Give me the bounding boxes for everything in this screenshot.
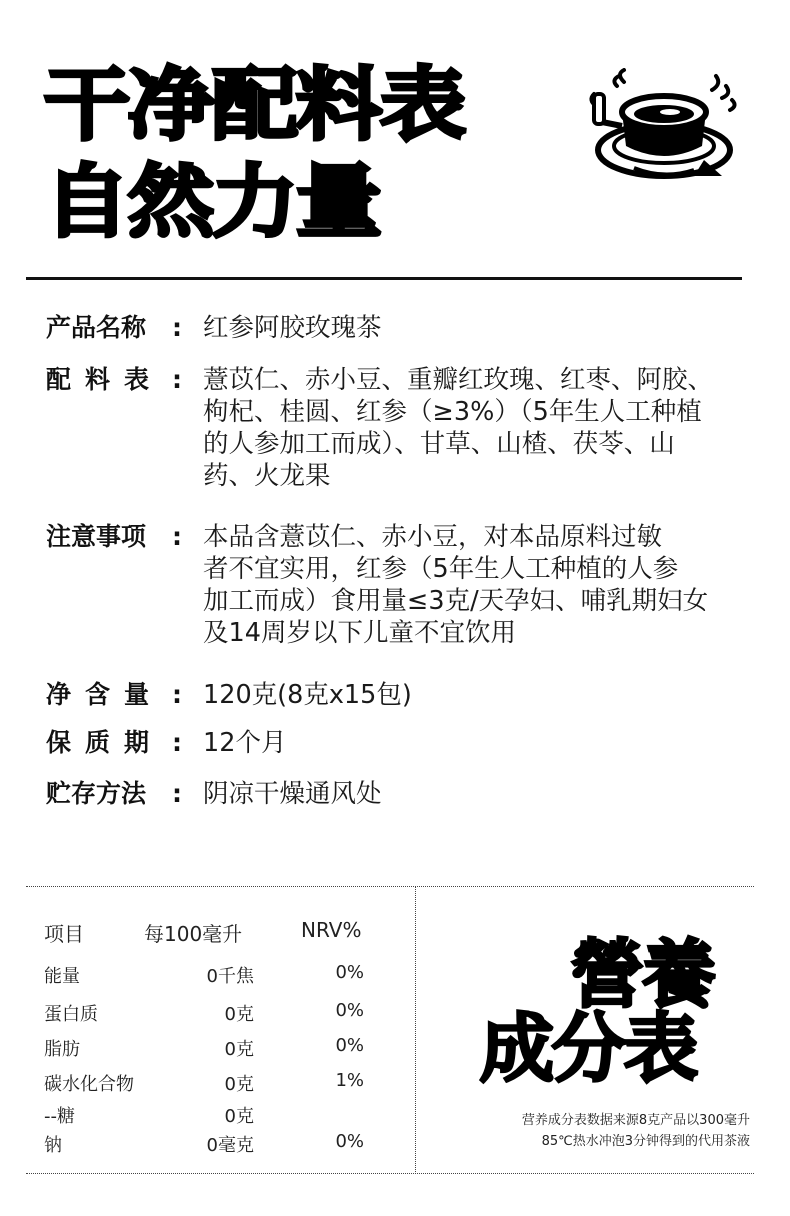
info-value xyxy=(203,521,743,649)
info-value-line: 薏苡仁、赤小豆、重瓣红玫瑰、红枣、阿胶、 xyxy=(203,365,714,395)
info-value-line: 加工而成）食用量≤3克/天孕妇、哺乳期妇女 xyxy=(203,586,709,616)
info-label: 保质期 xyxy=(46,728,164,757)
nutrient-amount: 0毫克 xyxy=(206,1135,254,1156)
nutrition-note-line-2: 85℃热水冲泡3分钟得到的代用茶液 xyxy=(541,1134,750,1149)
nutrient-name: 碳水化合物 xyxy=(44,1074,134,1095)
nutrient-nrv: 0% xyxy=(335,1131,364,1152)
nutrient-name: 蛋白质 xyxy=(44,1004,98,1025)
info-value-line: 阴凉干燥通风处 xyxy=(203,779,382,809)
info-value-line: 本品含薏苡仁、赤小豆，对本品原料过敏 xyxy=(203,522,663,552)
colon: : xyxy=(172,779,182,808)
nutrient-amount: 0克 xyxy=(224,1074,254,1095)
info-value-line: 红参阿胶玫瑰茶 xyxy=(203,313,382,343)
nutrition-header-row xyxy=(44,918,384,946)
nutrition-top-border xyxy=(26,886,754,887)
info-label: 产品名称 xyxy=(46,313,147,342)
colon: : xyxy=(172,522,182,551)
nutrient-amount: 0克 xyxy=(224,1106,254,1127)
nutrient-amount: 0千焦 xyxy=(206,966,254,987)
nutrition-header-item: 项目 xyxy=(44,922,84,946)
info-value-line: 120克(8克x15包) xyxy=(203,680,412,710)
teapot-bowl-icon xyxy=(584,68,742,188)
nutrient-name: 脂肪 xyxy=(44,1039,80,1060)
nutrition-header-nrv: NRV% xyxy=(301,918,362,942)
info-value-line: 者不宜实用，红参（5年生人工种植的人参 xyxy=(203,554,679,584)
title-line-1: 干净配料表 xyxy=(44,59,464,152)
table-row xyxy=(44,1035,384,1059)
info-value-line: 药、火龙果 xyxy=(203,461,331,491)
info-value xyxy=(203,727,743,759)
nutrient-amount: 0克 xyxy=(224,1039,254,1060)
nutrient-name: 能量 xyxy=(44,966,80,987)
table-row xyxy=(44,1070,384,1094)
colon: : xyxy=(172,365,182,394)
nutrient-name: --糖 xyxy=(44,1106,75,1127)
info-value xyxy=(203,778,743,810)
title-line-2: 自然力量 xyxy=(44,156,380,249)
nutrient-amount: 0克 xyxy=(224,1004,254,1025)
nutrient-nrv: 1% xyxy=(335,1070,364,1091)
nutrient-name: 钠 xyxy=(44,1135,62,1156)
nutrient-nrv: 0% xyxy=(335,1000,364,1021)
nutrition-title-line-1: 營養 xyxy=(570,932,714,1018)
info-value xyxy=(203,364,743,492)
colon: : xyxy=(172,728,182,757)
table-row xyxy=(44,1000,384,1024)
table-row xyxy=(44,1131,384,1155)
nutrition-note-line-1: 营养成分表数据来源8克产品以300毫升 xyxy=(521,1113,750,1128)
info-value xyxy=(203,679,743,711)
info-value-line: 及14周岁以下儿童不宜饮用 xyxy=(203,618,516,648)
nutrition-bottom-border xyxy=(26,1173,754,1174)
info-value-line: 的人参加工而成）、甘草、山楂、茯苓、山 xyxy=(203,429,675,459)
table-row xyxy=(44,1102,384,1126)
colon: : xyxy=(172,313,182,342)
info-label: 净含量 xyxy=(46,680,164,709)
info-value xyxy=(203,312,743,344)
nutrition-header-per100: 每100毫升 xyxy=(144,922,243,946)
nutrition-divider xyxy=(415,886,416,1174)
table-row xyxy=(44,962,384,986)
info-value-line: 枸杞、桂圆、红参（≥3%）（5年生人工种植 xyxy=(203,397,702,427)
colon: : xyxy=(172,680,182,709)
info-label: 贮存方法 xyxy=(46,779,147,808)
info-value-line: 12个月 xyxy=(203,728,287,758)
info-label: 注意事项 xyxy=(46,522,147,551)
nutrient-nrv: 0% xyxy=(335,962,364,983)
info-label: 配料表 xyxy=(46,365,164,394)
header-divider xyxy=(26,277,742,280)
nutrition-title-line-2: 成分表 xyxy=(480,1006,696,1092)
nutrient-nrv: 0% xyxy=(335,1035,364,1056)
